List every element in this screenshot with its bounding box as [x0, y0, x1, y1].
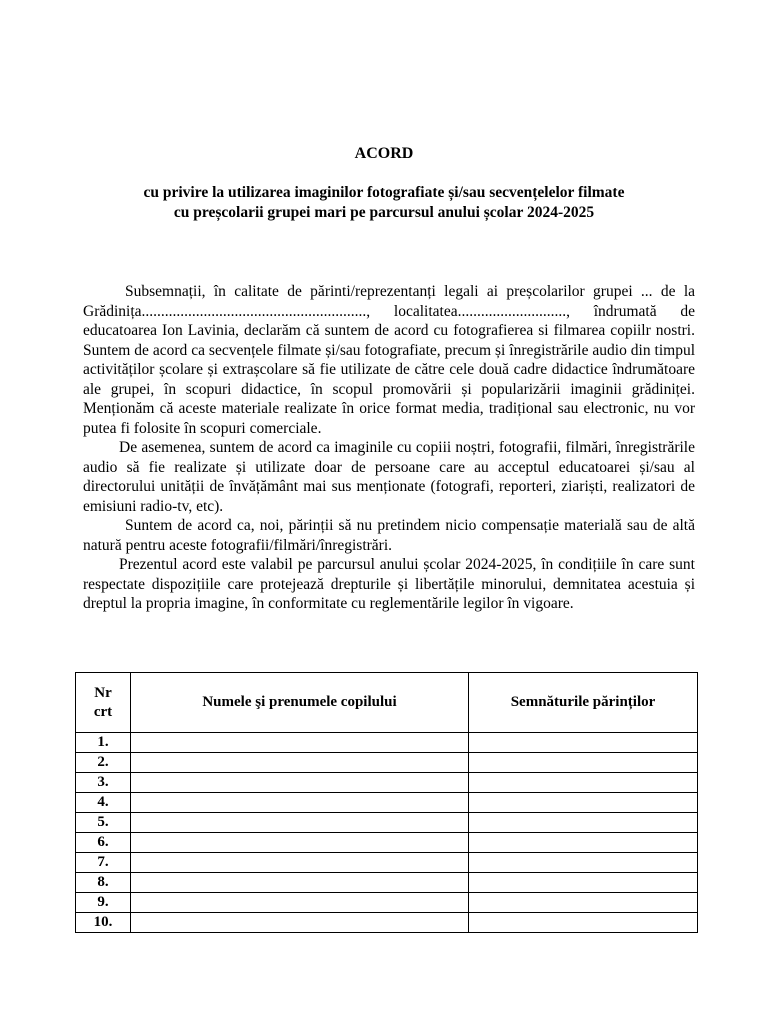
child-name-cell [131, 753, 469, 773]
table-header-row [76, 673, 698, 733]
signature-cell [469, 733, 698, 753]
row-number: 2. [76, 753, 131, 773]
table-body [76, 733, 698, 933]
signature-cell [469, 853, 698, 873]
table-row [76, 753, 698, 773]
table-row [76, 733, 698, 753]
child-name-cell [131, 913, 469, 933]
child-name-cell [131, 873, 469, 893]
row-number: 4. [76, 793, 131, 813]
table-row [76, 773, 698, 793]
child-name-cell [131, 813, 469, 833]
document-subtitle [0, 183, 768, 222]
signature-cell [469, 813, 698, 833]
child-name-cell [131, 833, 469, 853]
signature-cell [469, 873, 698, 893]
row-number: 10. [76, 913, 131, 933]
paragraph-no-compensation: Suntem de acord ca, noi, părinții să nu pretindem nicio compensație materială sau de altă natură pentru aceste fotografii/filmări/înregistrări. [83, 517, 695, 554]
row-number: 5. [76, 813, 131, 833]
row-number: 7. [76, 853, 131, 873]
table-row [76, 793, 698, 813]
signature-cell [469, 793, 698, 813]
signature-cell [469, 773, 698, 793]
row-number: 1. [76, 733, 131, 753]
table-row [76, 813, 698, 833]
row-number: 3. [76, 773, 131, 793]
header-child-name: Numele şi prenumele copilului [131, 673, 469, 733]
document-body [83, 282, 695, 614]
child-name-cell [131, 853, 469, 873]
subtitle-line-1: cu privire la utilizarea imaginilor fotografiate și/sau secvențelelor filmate [143, 184, 625, 201]
signature-cell [469, 833, 698, 853]
signature-cell [469, 913, 698, 933]
header-nr-line-2: crt [93, 703, 113, 720]
row-number: 8. [76, 873, 131, 893]
row-number: 9. [76, 893, 131, 913]
child-name-cell [131, 893, 469, 913]
child-name-cell [131, 733, 469, 753]
table-row [76, 853, 698, 873]
header-nr-line-1: Nr [94, 684, 112, 701]
paragraph-authorized-persons: De asemenea, suntem de acord ca imaginile cu copiii noștri, fotografii, filmări, înregistrările audio să fie realizate și utilizate doar de persoane care au acceptul educatoarei și/sau al directorului unității de învățământ mai sus menționate (fotografi, reporteri, ziariști, realizatori de emisiuni radio-tv, etc). [83, 439, 695, 515]
signature-cell [469, 753, 698, 773]
table-row [76, 873, 698, 893]
table-row [76, 893, 698, 913]
subtitle-line-2: cu preșcolarii grupei mari pe parcursul anului școlar 2024-2025 [173, 203, 595, 221]
document-title: ACORD [354, 145, 414, 162]
paragraph-consent: Subsemnații, în calitate de părinti/reprezentanți legali ai preșcolarilor grupei ... de la Grădinița.........................................................., localitatea............................, îndrumată de educatoarea Ion Lavinia, declarăm că suntem de acord cu fotografierea si filmarea copiilr nostri. Suntem de acord ca secvențele filmate și/sau fotografiate, precum și înregistrările audio din timpul activităților școlare și extrașcolare să fie utilizate de către cele două cadre didactice îndrumătoare ale grupei, în scopuri didactice, în scopul promovării și popularizării imaginii grădiniței. Menționăm că aceste materiale realizate în orice format media, tradițional sau electronic, nu vor putea fi folosite în scopuri comerciale. [83, 283, 695, 437]
table-row [76, 913, 698, 933]
row-number: 6. [76, 833, 131, 853]
child-name-cell [131, 793, 469, 813]
signature-cell [469, 893, 698, 913]
child-name-cell [131, 773, 469, 793]
signature-table [75, 672, 698, 933]
header-parent-signature: Semnăturile părinților [469, 673, 698, 733]
header-nr-crt [76, 673, 131, 733]
paragraph-validity: Prezentul acord este valabil pe parcursul anului școlar 2024-2025, în condițiile în care sunt respectate dispozițiile care protejează drepturile și libertățile minorului, demnitatea acestuia și dreptul la propria imagine, în conformitate cu reglementările legilor în vigoare. [83, 556, 695, 612]
table-row [76, 833, 698, 853]
